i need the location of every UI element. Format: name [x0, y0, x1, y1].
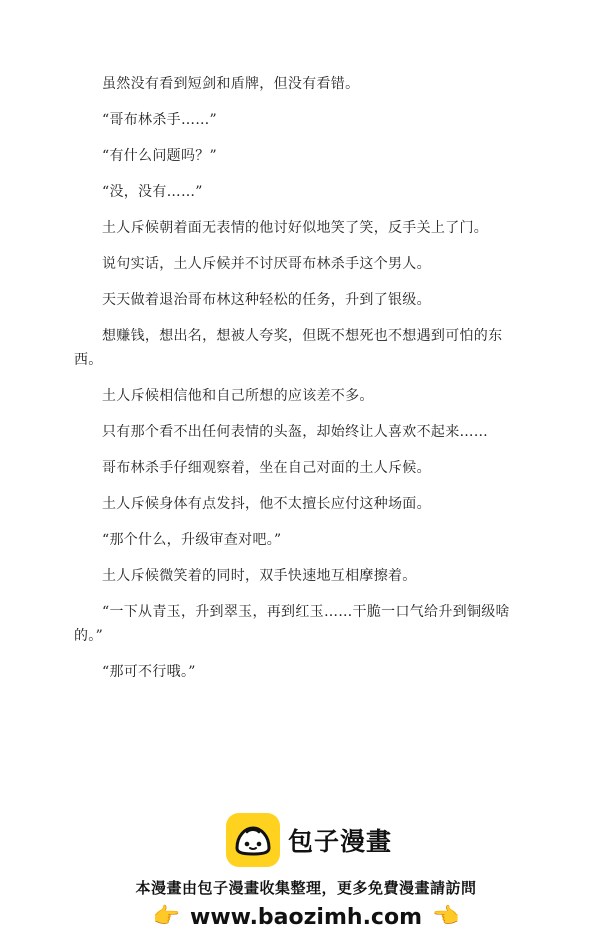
pointing-left-icon: 👈: [432, 904, 460, 929]
paragraph: [102, 216, 532, 240]
pointing-right-icon: 👉: [152, 904, 180, 929]
paragraph-line: 土人斥候微笑着的同时，双手快速地互相摩擦着。: [102, 568, 417, 584]
paragraph: [102, 456, 532, 480]
paragraph-line: 只有那个看不出任何表情的头盔，却始终让人喜欢不起来……: [102, 424, 489, 440]
paragraph-line: “有什么问题吗？”: [102, 148, 218, 164]
paragraph: [102, 180, 532, 204]
paragraph: [102, 528, 532, 552]
paragraph-line: “那个什么，升级审查对吧。”: [102, 532, 282, 548]
paragraph: [102, 72, 532, 96]
paragraph-line: 土人斥候相信他和自己所想的应该差不多。: [102, 388, 374, 404]
paragraph: [102, 288, 532, 312]
paragraph-line: “哥布林杀手……”: [102, 112, 218, 128]
paragraph: [102, 252, 532, 276]
paragraph-line: 哥布林杀手仔细观察着，坐在自己对面的土人斥候。: [102, 460, 431, 476]
footer-tagline: 本漫畫由包子漫畫收集整理，更多免費漫畫請訪問: [135, 879, 477, 897]
paragraph-line: 说句实话，土人斥候并不讨厌哥布林杀手这个男人。: [102, 256, 431, 272]
paragraph-line: “一下从青玉，升到翠玉，再到红玉……干脆一口气给升到铜级啥: [102, 604, 510, 620]
paragraph-line: “那可不行哦。”: [102, 664, 196, 680]
site-url-link[interactable]: www.baozimh.com: [190, 904, 422, 930]
paragraph-line: 土人斥候身体有点发抖，他不太擅长应付这种场面。: [102, 496, 431, 512]
paragraph: [102, 492, 532, 516]
paragraph: [102, 384, 532, 408]
paragraph-line: 天天做着退治哥布林这种轻松的任务，升到了银级。: [102, 292, 431, 308]
paragraph-line: 土人斥候朝着面无表情的他讨好似地笑了笑，反手关上了门。: [102, 220, 489, 236]
paragraph-line: 想赚钱，想出名，想被人夸奖，但既不想死也不想遇到可怕的东: [102, 328, 503, 344]
bun-face-icon: [226, 813, 280, 867]
brand-name: 包子漫畫: [288, 827, 393, 856]
paragraph-line: 虽然没有看到短剑和盾牌，但没有看错。: [102, 76, 360, 92]
paragraph: [74, 324, 532, 372]
paragraph: [102, 144, 532, 168]
paragraph: [74, 600, 532, 648]
brand-logo[interactable]: [226, 808, 392, 872]
paragraph: [102, 564, 532, 588]
paragraph: [102, 108, 532, 132]
url-row[interactable]: [0, 900, 612, 934]
paragraph-continuation-line: 的。”: [74, 628, 104, 644]
paragraph-line: “没，没有……”: [102, 184, 203, 200]
article-text: [74, 72, 532, 696]
footer-watermark: [0, 808, 612, 945]
paragraph-continuation-line: 西。: [74, 352, 103, 368]
paragraph: [102, 420, 532, 444]
paragraph: [102, 660, 532, 684]
